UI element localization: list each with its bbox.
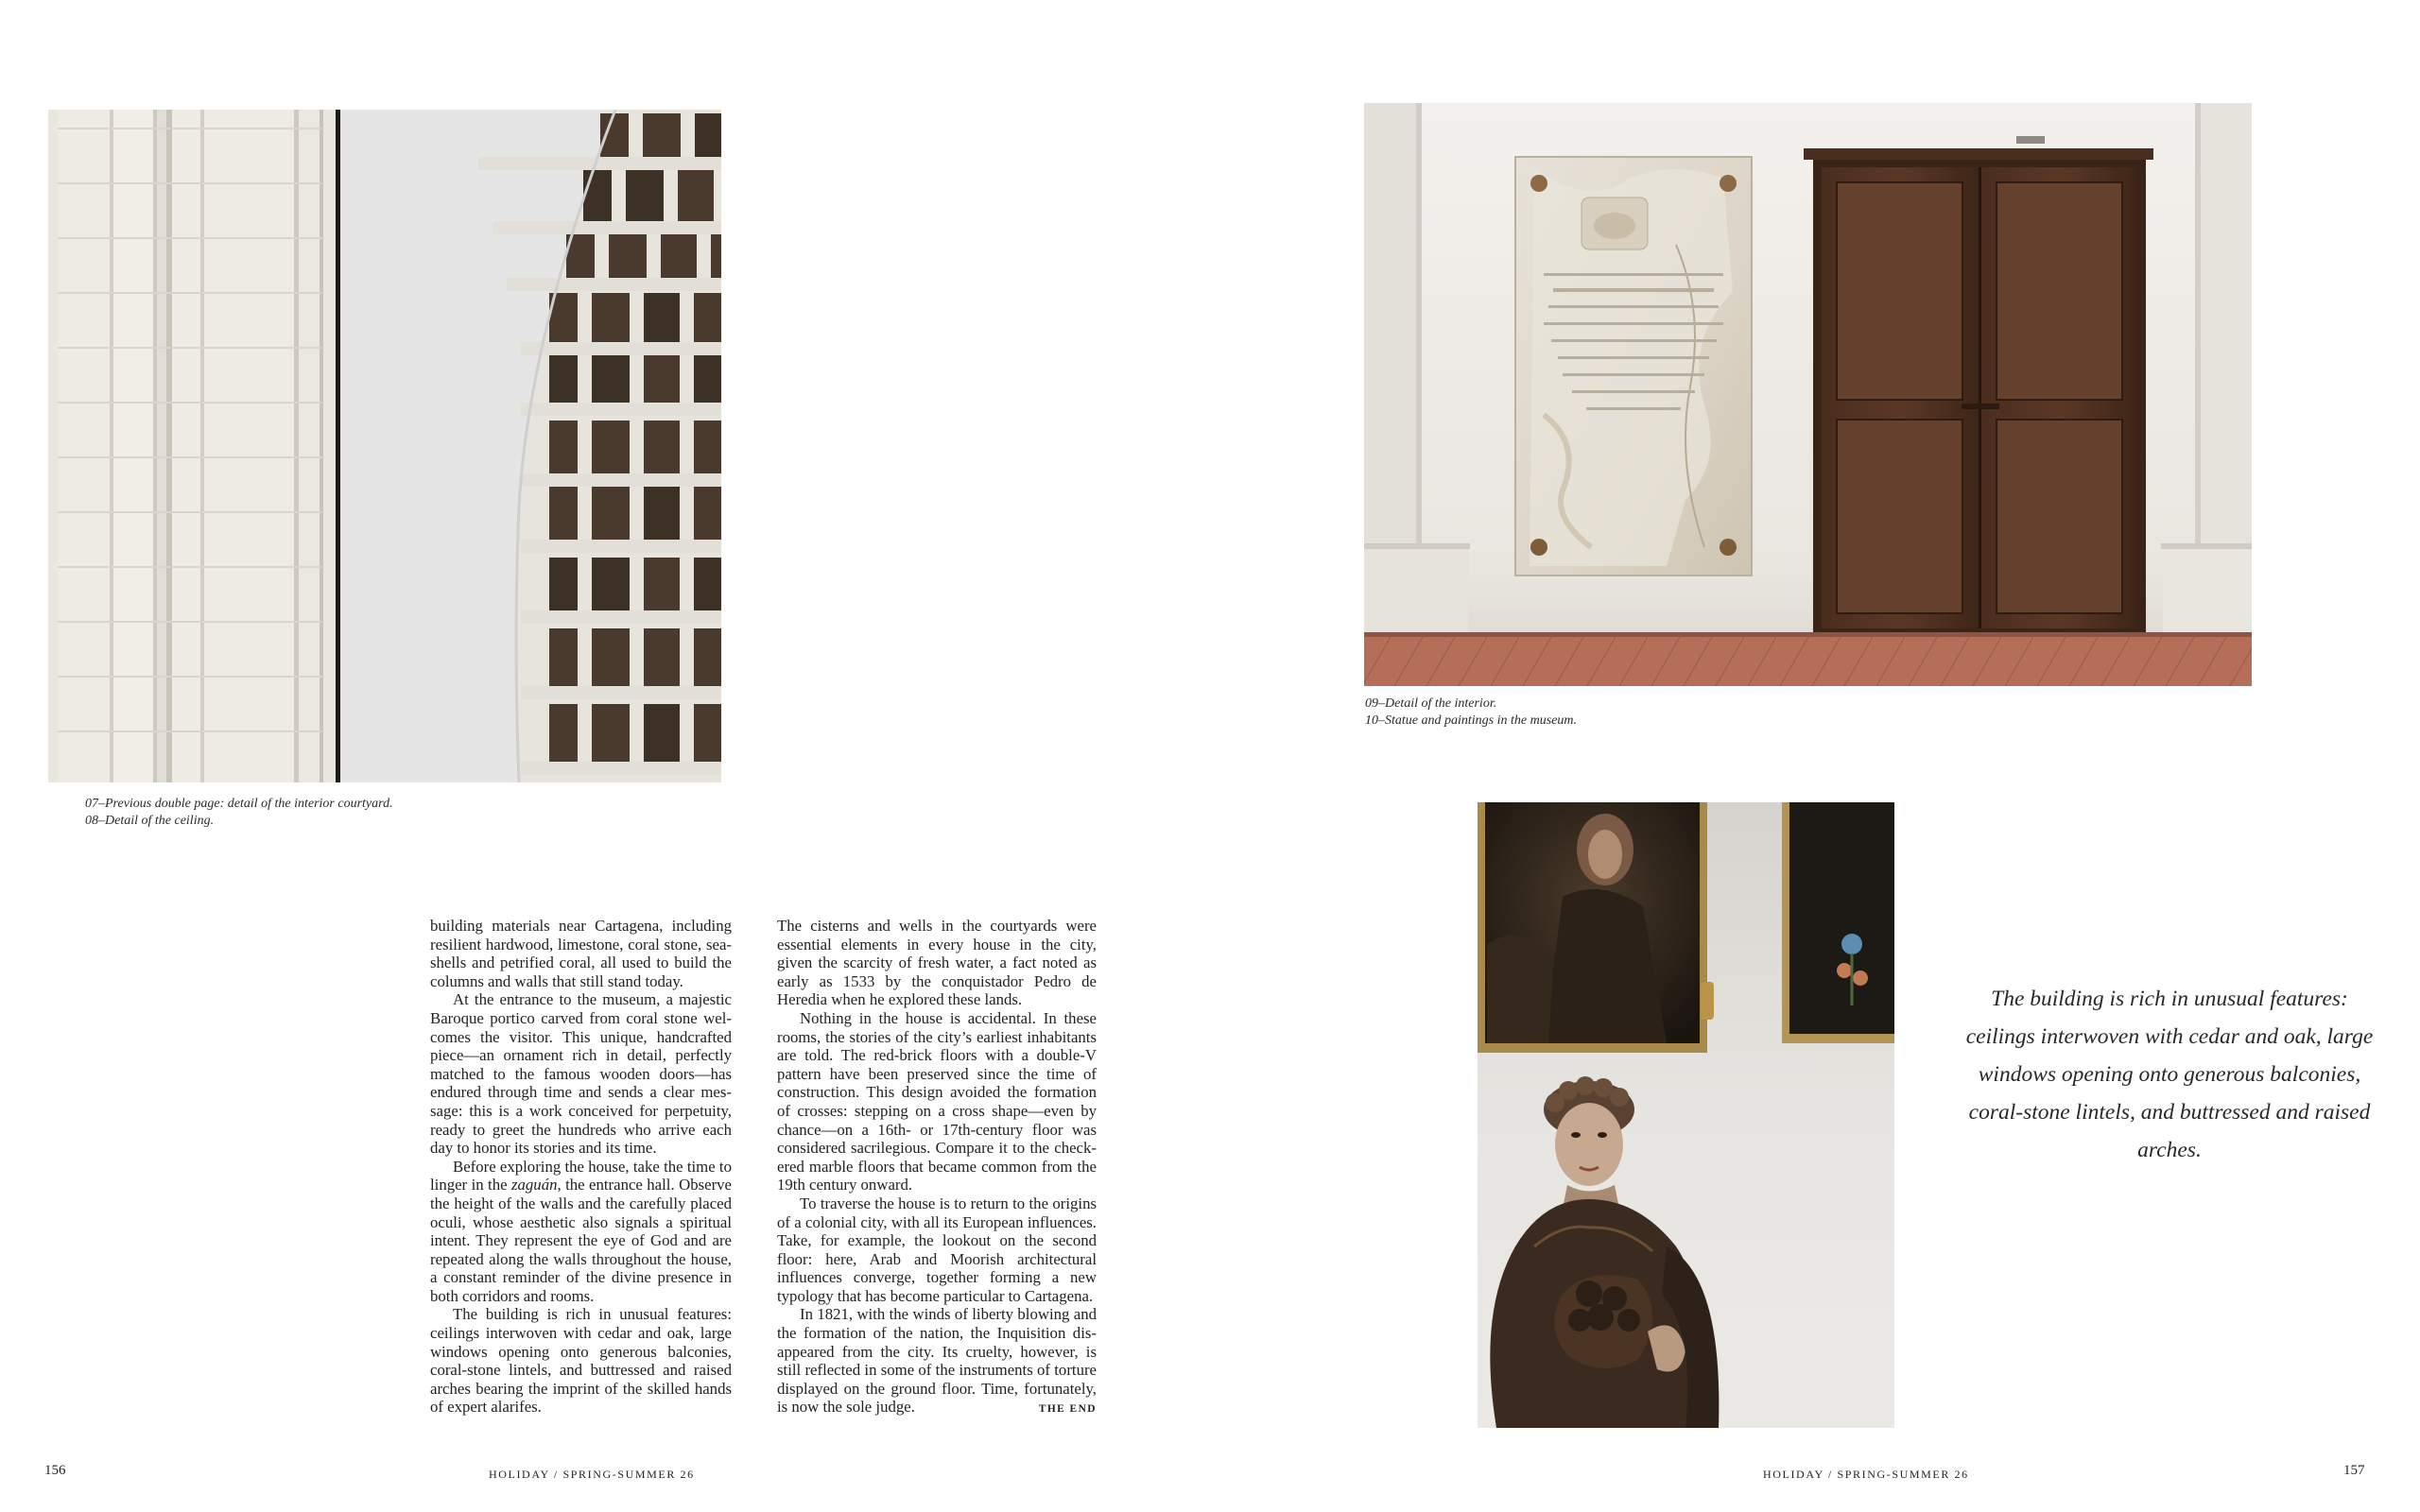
body-paragraph: At the entrance to the museum, a majestic Baroque portico carved from coral stone welcomes the visitor. This unique, handcrafted piece—an ornament rich in detail, perfectly matched to the famous wooden doors—has endured through time and sends a clear message: this is a work conceived for perpetuity, ready to greet the hundreds who arrive each day to honor its stories and its time. — [430, 990, 732, 1158]
body-paragraph: building materials near Cartagena, including resilient hardwood, limestone, coral stone, seashells and petrified coral, all used to build the columns and walls that still stand today. — [430, 917, 732, 990]
body-paragraph: The building is rich in unusual features: ceilings interwoven with cedar and oak, large windows opening onto generous balconies, coral-stone lintels, and buttressed and raised arches bearing the imprint of the skilled hands of expert alarifes. — [430, 1305, 732, 1417]
body-column-1 — [430, 917, 732, 1417]
pull-quote: The building is rich in unusual features: ceilings interwoven with cedar and oak, large windows opening onto generous balconies, coral-stone lintels, and buttressed and raised arches. — [1965, 987, 2374, 1162]
interior-photo — [1364, 103, 2252, 686]
ceiling-photo — [48, 110, 721, 782]
text-run: Before exploring the house, take the time to linger in the — [430, 1157, 732, 1194]
body-paragraph — [777, 1305, 1097, 1417]
end-mark: THE END — [1038, 1403, 1097, 1416]
body-paragraph: To traverse the house is to return to the origins of a colonial city, with all its European influences. Take, for example, the lookout on the second floor: here, Arab and Moorish architectural influences converge, together forming a new typology that has become particular to Cartagena. — [777, 1194, 1097, 1305]
left-caption — [85, 796, 393, 830]
body-paragraph: Nothing in the house is accidental. In these rooms, the stories of the city’s earliest inhabitants are told. The red-brick floors with a double-V pattern have been preserved since the time of construction. This design avoided the formation of crosses: stepping on a cross shape—even by chance—on a 16th- or 17th-century floor was considered sacrilegious. Compare it to the checkered marble floors that became common from the 19th century onward. — [777, 1008, 1097, 1194]
running-head-right: HOLIDAY / SPRING-SUMMER 26 — [1763, 1468, 1969, 1481]
text-run: In 1821, with the winds of liberty blowing and the formation of the nation, the Inquisition disappeared from the city. Its cruelty, however, is still reflected in some of the instruments of torture displayed on the ground floor. Time, fortunately, is now the sole judge. — [777, 1305, 1097, 1417]
body-column-2 — [777, 917, 1097, 1419]
right-caption — [1365, 696, 1577, 730]
caption-line: 08–Detail of the ceiling. — [85, 814, 215, 828]
caption-line: 10–Statue and paintings in the museum. — [1365, 713, 1577, 728]
body-paragraph: The cisterns and wells in the courtyards were essential elements in every house in the city, given the scarcity of fresh water, a fact noted as early as 1533 by the conquistador Pedro de Heredia when he explored these lands. — [777, 917, 1097, 1009]
caption-line: 09–Detail of the interior. — [1365, 696, 1497, 711]
body-paragraph — [430, 1158, 732, 1306]
page-number-right: 157 — [2343, 1463, 2365, 1478]
running-head-left: HOLIDAY / SPRING-SUMMER 26 — [489, 1468, 695, 1481]
museum-photo — [1478, 802, 1894, 1428]
italic-term: zaguán — [511, 1176, 558, 1194]
caption-line: 07–Previous double page: detail of the interior courtyard. — [85, 797, 393, 811]
text-run: , the entrance hall. Observe the height of the walls and the carefully placed oculi, whose aesthetic also signals a spiritual intent. They represent the eye of God and are repeated along the walls throughout the house, a constant reminder of the divine presence in both corridors and rooms. — [430, 1176, 732, 1305]
page-number-left: 156 — [44, 1463, 66, 1478]
